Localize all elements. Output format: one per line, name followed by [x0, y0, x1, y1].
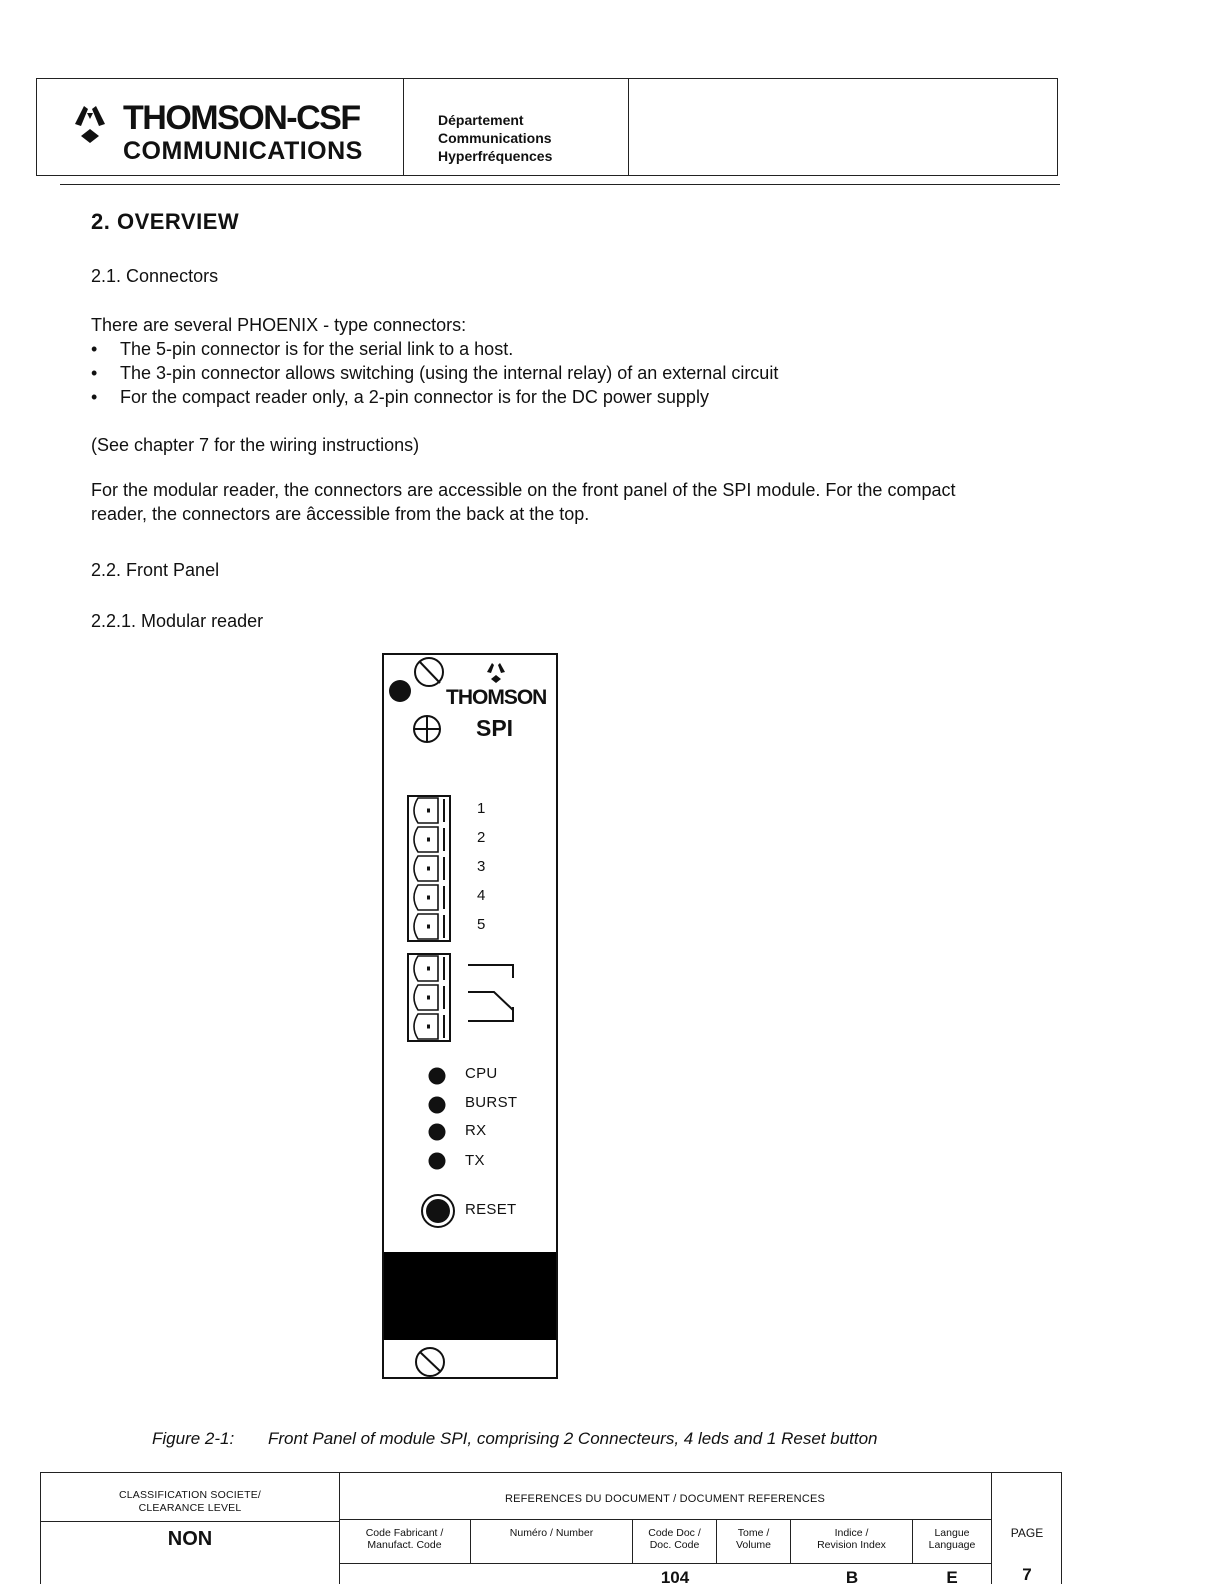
department-cell	[403, 79, 629, 175]
connector-list	[91, 337, 991, 409]
screw-icon	[415, 658, 443, 686]
column-header-line: Volume	[735, 1539, 772, 1551]
led-label-rx: RX	[465, 1122, 487, 1139]
page-label: PAGE	[1010, 1526, 1044, 1540]
pin-label: 4	[477, 887, 486, 904]
three-pin-connector	[408, 954, 450, 1041]
column-header-line: Langue	[934, 1527, 970, 1539]
panel-label-area	[384, 1252, 556, 1340]
column-header-line: Indice /	[834, 1527, 869, 1539]
connector-pin-contact	[427, 925, 430, 929]
department-text	[438, 111, 552, 165]
connector-pin	[414, 827, 438, 852]
list-item: • The 3-pin connector allows switching (using the internal relay) of an external circuit	[91, 361, 991, 385]
led-label-burst: BURST	[465, 1094, 518, 1111]
connector-pin	[414, 956, 438, 981]
pin-label: 3	[477, 858, 486, 875]
panel-brand: THOMSON	[446, 686, 547, 709]
column-header-number	[471, 1519, 633, 1563]
connectors-intro: There are several PHOENIX - type connectors:	[91, 315, 467, 335]
column-header-line: Revision Index	[817, 1539, 886, 1551]
adjust-screw-icon	[414, 716, 440, 742]
references-column-headers	[339, 1519, 991, 1563]
figure-caption-text: Front Panel of module SPI, comprising 2 Connecteurs, 4 leds and 1 Reset button	[268, 1429, 878, 1448]
connector-pin-contact	[427, 896, 430, 900]
led-label-cpu: CPU	[465, 1065, 498, 1082]
column-header-doc-code	[633, 1519, 717, 1563]
tx-led-icon	[429, 1153, 446, 1170]
classification-cell	[41, 1473, 340, 1584]
company-division: COMMUNICATIONS	[123, 137, 363, 165]
connector-pin	[414, 985, 438, 1010]
company-name: THOMSON-CSF	[123, 99, 360, 137]
pin-label: 5	[477, 916, 486, 933]
header-rule	[60, 184, 1060, 185]
references-header: REFERENCES DU DOCUMENT / DOCUMENT REFERENCES	[504, 1493, 826, 1505]
access-line: For the modular reader, the connectors are accessible on the front panel of the SPI module. For the compact	[91, 480, 956, 500]
department-line: Département	[438, 112, 524, 128]
screw-icon	[416, 1348, 444, 1376]
wiring-reference: (See chapter 7 for the wiring instructions)	[91, 435, 420, 455]
subsection-connectors-title: 2.1. Connectors	[91, 266, 219, 286]
column-header-line: Manufact. Code	[367, 1539, 442, 1551]
page-number: 7	[1022, 1565, 1032, 1584]
column-header-revision-index	[791, 1519, 913, 1563]
document-footer	[40, 1472, 1062, 1587]
figure-caption	[152, 1429, 878, 1449]
doc-code-value: 104	[660, 1568, 690, 1587]
connector-pin-contact	[427, 838, 430, 842]
cpu-led-icon	[429, 1068, 446, 1085]
thomson-logo-icon	[487, 663, 505, 683]
five-pin-connector	[408, 796, 450, 941]
column-header-language	[913, 1519, 991, 1563]
classification-label-line: CLASSIFICATION SOCIETE/	[118, 1489, 262, 1501]
reset-button-icon	[422, 1195, 454, 1227]
connector-pin	[414, 914, 438, 939]
column-header-line: Numéro / Number	[509, 1527, 594, 1539]
panel-module-name: SPI	[476, 715, 514, 741]
document-header	[36, 78, 1058, 176]
led-label-tx: TX	[465, 1152, 485, 1169]
classification-divider	[41, 1521, 339, 1522]
subsection-modular-reader-title: 2.2.1. Modular reader	[91, 611, 264, 631]
list-item: • For the compact reader only, a 2-pin connector is for the DC power supply	[91, 385, 991, 409]
classification-value: NON	[167, 1528, 213, 1550]
connector-pin	[414, 798, 438, 823]
subsection-front-panel-title: 2.2. Front Panel	[91, 560, 220, 580]
classification-label	[41, 1489, 339, 1515]
column-header-line: Code Fabricant /	[365, 1527, 444, 1539]
column-header-line: Language	[928, 1539, 976, 1551]
company-logo-cell	[37, 79, 404, 175]
department-line: Communications	[438, 130, 552, 146]
references-values-row	[339, 1563, 991, 1586]
connector-pin	[414, 885, 438, 910]
department-line: Hyperfréquences	[438, 148, 553, 164]
burst-led-icon	[429, 1097, 446, 1114]
pin-label: 2	[477, 829, 486, 846]
access-line: reader, the connectors are âccessible from the back at the top.	[91, 504, 590, 524]
connector-pin-contact	[427, 867, 430, 871]
section-title: 2. OVERVIEW	[91, 209, 240, 234]
access-paragraph	[91, 478, 1101, 526]
connector-pin-contact	[427, 996, 430, 1000]
connector-pin-contact	[427, 1025, 430, 1029]
thomson-logo-icon	[70, 103, 110, 143]
classification-label-line: CLEARANCE LEVEL	[138, 1502, 242, 1514]
connector-pin	[414, 1014, 438, 1039]
column-header-volume	[717, 1519, 791, 1563]
figure-number: Figure 2-1:	[152, 1429, 235, 1448]
column-header-line: Tome /	[737, 1527, 770, 1539]
connector-pin	[414, 856, 438, 881]
language-value: E	[946, 1568, 958, 1587]
reset-label: RESET	[465, 1201, 517, 1218]
revision-value: B	[845, 1568, 859, 1587]
relay-switch-icon	[468, 965, 514, 1021]
rx-led-icon	[429, 1124, 446, 1141]
pin-label: 1	[477, 800, 486, 817]
connector-pin-contact	[427, 967, 430, 971]
mounting-hole-icon	[389, 680, 411, 702]
column-header-line: Code Doc /	[648, 1527, 701, 1539]
column-header-manufact-code	[339, 1519, 471, 1563]
connector-pin-contact	[427, 809, 430, 813]
page-cell	[991, 1473, 1062, 1584]
spi-front-panel	[382, 653, 558, 1379]
list-item: • The 5-pin connector is for the serial link to a host.	[91, 337, 991, 361]
column-header-line: Doc. Code	[649, 1539, 700, 1551]
